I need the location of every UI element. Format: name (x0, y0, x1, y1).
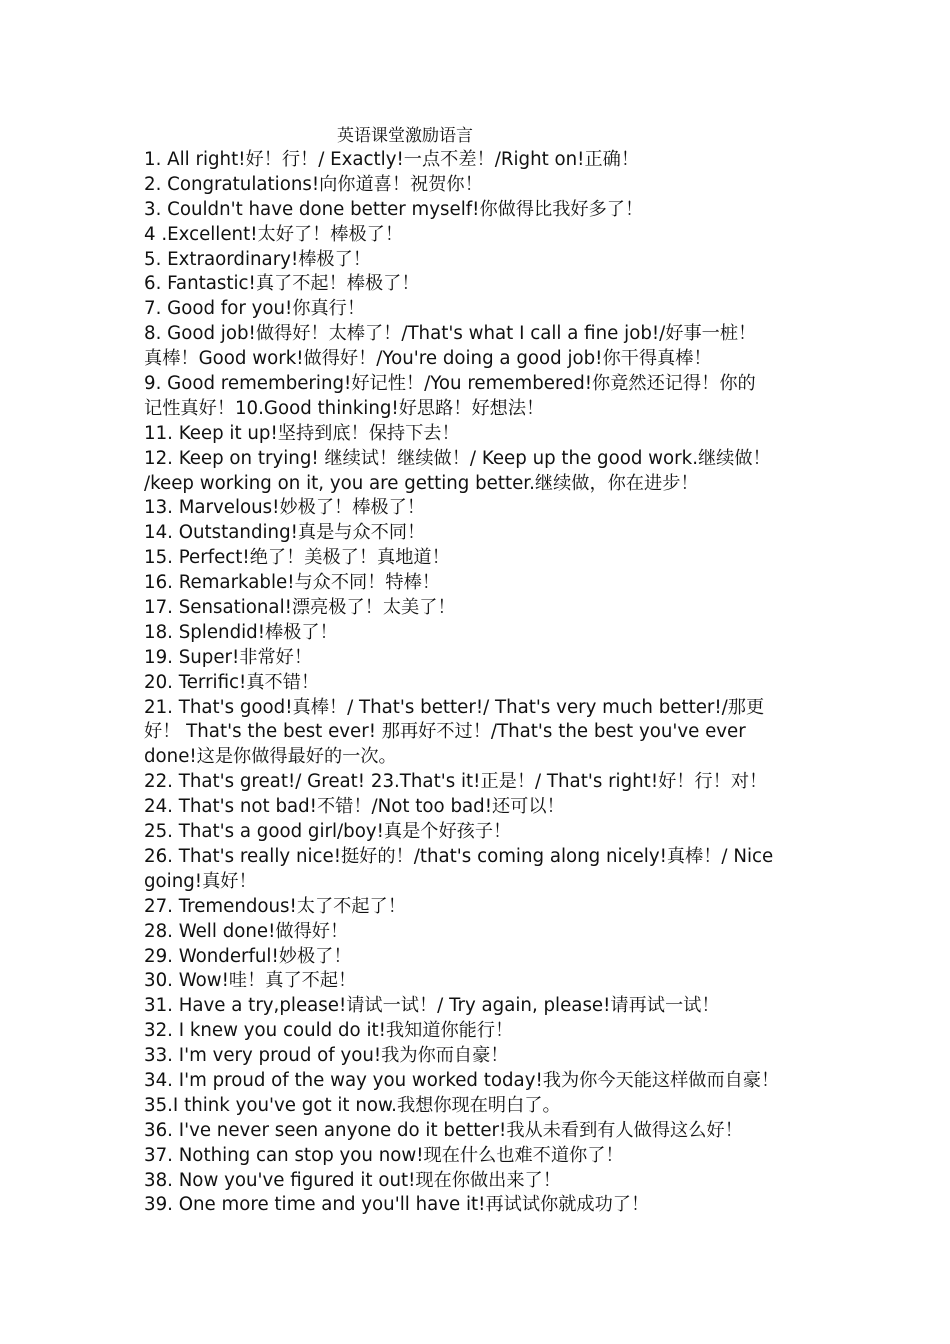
text-line: 7. Good for you!你真行！ (144, 298, 366, 320)
text-line: 2. Congratulations!向你道喜！祝贺你！ (144, 173, 483, 195)
text-line: 37. Nothing can stop you now!现在什么也难不道你了！ (144, 1144, 624, 1166)
text-line: 38. Now you've figured it out!现在你做出来了！ (144, 1169, 561, 1191)
document-body (144, 148, 816, 1218)
text-line: 11. Keep it up!坚持到底！保持下去！ (144, 422, 460, 444)
text-line: 1. All right!好！行！/ Exactly!一点不差！/Right on!正确！ (144, 149, 640, 170)
text-line: 30. Wow!哇！真了不起！ (144, 970, 357, 992)
text-line: 15. Perfect!绝了！美极了！真地道！ (144, 547, 450, 569)
text-line: 29. Wonderful!妙极了！ (144, 945, 352, 967)
text-line: 5. Extraordinary!棒极了！ (144, 248, 371, 270)
text-line: 24. That's not bad!不错！/Not too bad!还可以！ (144, 796, 565, 818)
text-line: 27. Tremendous!太了不起了！ (144, 895, 406, 917)
text-line: 36. I've never seen anyone do it better!我从未看到有人做得这么好！ (144, 1119, 743, 1141)
text-line: done!这是你做得最好的一次。 (144, 746, 397, 768)
text-line: 16. Remarkable!与众不同！特棒！ (144, 572, 440, 594)
text-line: 3. Couldn't have done better myself!你做得比我好多了！ (144, 198, 644, 220)
text-line: 13. Marvelous!妙极了！棒极了！ (144, 497, 425, 519)
text-line: /keep working on it, you are getting better.继续做，你在进步！ (144, 472, 699, 494)
text-line: 35.I think you've got it now.我想你现在明白了。 (144, 1094, 561, 1116)
text-line: 33. I'm very proud of you!我为你而自豪！ (144, 1045, 509, 1067)
text-line: 39. One more time and you'll have it!再试试你就成功了！ (144, 1194, 650, 1216)
text-line: 20. Terrific!真不错！ (144, 671, 320, 693)
text-line: 4 .Excellent!太好了！棒极了！ (144, 223, 404, 245)
text-line: 好！ That's the best ever! 那再好不过！/That's the best you've ever (144, 721, 746, 743)
text-line: 14. Outstanding!真是与众不同！ (144, 522, 426, 544)
text-line: 12. Keep on trying! 继续试！继续做！/ Keep up the good work.继续做！ (144, 447, 771, 469)
text-line: 28. Well done!做得好！ (144, 920, 349, 942)
text-line: 25. That's a good girl/boy!真是个好孩子！ (144, 821, 512, 843)
text-line: going!真好！ (144, 870, 257, 892)
text-line: 8. Good job!做得好！太棒了！/That's what I call a fine job!/好事一桩！ (144, 323, 757, 345)
text-line: 26. That's really nice!挺好的！/that's coming along nicely!真棒！/ Nice (144, 845, 774, 867)
text-line: 32. I knew you could do it!我知道你能行！ (144, 1020, 514, 1042)
text-line: 记性真好！10.Good thinking!好思路！好想法！ (144, 397, 545, 419)
text-line: 6. Fantastic!真了不起！棒极了！ (144, 273, 420, 295)
text-line: 18. Splendid!棒极了！ (144, 621, 338, 643)
text-line: 31. Have a try,please!请试一试！/ Try again, please!请再试一试！ (144, 995, 720, 1017)
text-line: 9. Good remembering!好记性！/You remembered!你竟然还记得！你的 (144, 373, 756, 395)
text-line: 19. Super!非常好！ (144, 646, 313, 668)
document-title: 英语课堂激励语言 (337, 126, 473, 146)
text-line: 22. That's great!/ Great! 23.That's it!正是！/ That's right!好！行！对！ (144, 771, 768, 793)
text-line: 真棒！Good work!做得好！/You're doing a good job!你干得真棒！ (144, 348, 712, 370)
text-line: 21. That's good!真棒！/ That's better!/ That's very much better!/那更 (144, 696, 765, 718)
text-line: 17. Sensational!漂亮极了！太美了！ (144, 597, 456, 619)
text-line: 34. I'm proud of the way you worked today!我为你今天能这样做而自豪！ (144, 1069, 780, 1091)
